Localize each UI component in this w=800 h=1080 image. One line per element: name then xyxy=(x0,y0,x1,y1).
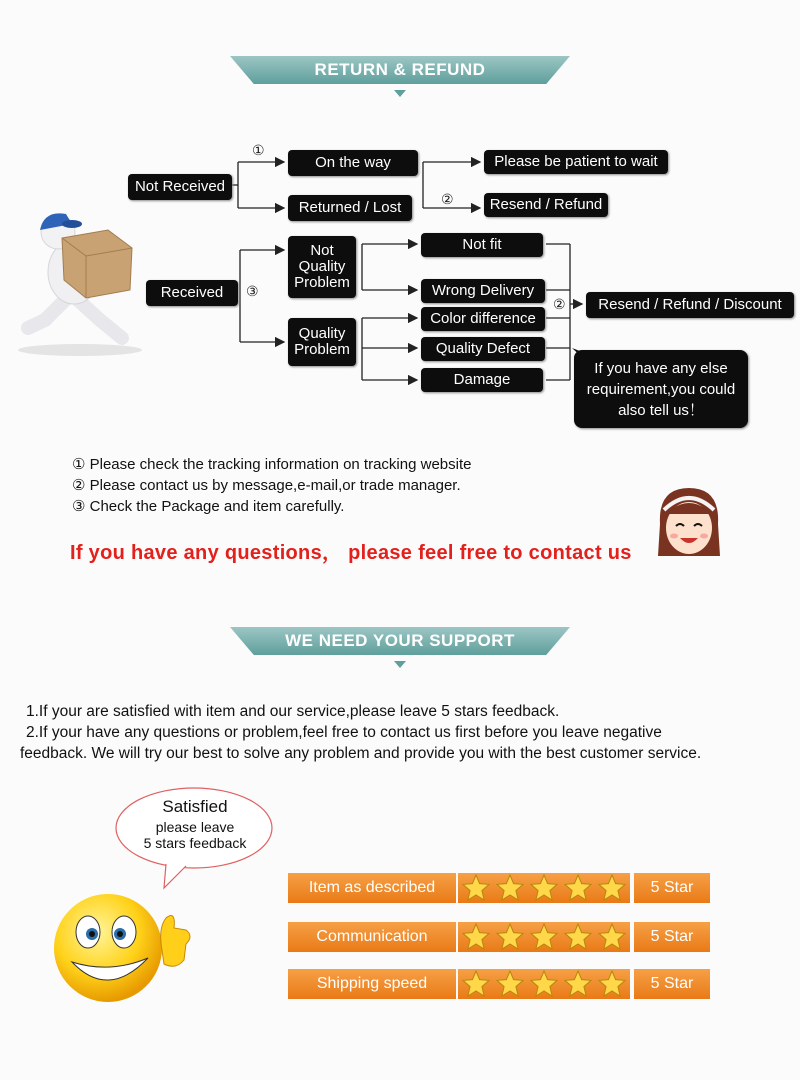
star-icon xyxy=(530,923,558,951)
step-one-mark: ① xyxy=(252,142,265,158)
node-damage: Damage xyxy=(421,368,543,392)
node-received: Received xyxy=(146,280,238,306)
step-three-mark: ③ xyxy=(246,283,259,299)
node-returned-lost: Returned / Lost xyxy=(288,195,412,221)
star-icon xyxy=(530,874,558,902)
star-icon xyxy=(462,970,490,998)
star-icon xyxy=(496,874,524,902)
rating-value: 5 Star xyxy=(634,969,710,999)
star-icon xyxy=(462,923,490,951)
node-resend-refund-discount: Resend / Refund / Discount xyxy=(586,292,794,318)
star-icon xyxy=(530,970,558,998)
star-icon xyxy=(564,923,592,951)
banner-title: WE NEED YOUR SUPPORT xyxy=(285,631,515,650)
bubble-title: Satisfied xyxy=(162,797,228,816)
step-two-mark-right: ② xyxy=(553,296,566,312)
support-line-2: 2.If your have any questions or problem,feel free to contact us first before you leave negative xyxy=(26,724,662,741)
bubble-line-2: 5 stars feedback xyxy=(143,835,247,851)
rating-stars xyxy=(458,873,630,903)
star-icon xyxy=(462,874,490,902)
rating-label: Shipping speed xyxy=(288,969,456,999)
star-icon xyxy=(496,923,524,951)
rating-label: Communication xyxy=(288,922,456,952)
node-not-fit: Not fit xyxy=(421,233,543,257)
star-icon xyxy=(564,970,592,998)
node-resend-refund: Resend / Refund xyxy=(484,193,608,217)
contact-us-line: If you have any questions， please feel free to contact us xyxy=(70,542,632,564)
note-tracking: ① Please check the tracking information on tracking website xyxy=(72,456,472,473)
support-banner xyxy=(230,627,570,655)
star-icon xyxy=(598,923,626,951)
node-on-the-way: On the way xyxy=(288,150,418,176)
star-icon xyxy=(564,874,592,902)
star-icon xyxy=(598,970,626,998)
rating-value: 5 Star xyxy=(634,873,710,903)
banner-down-arrow-icon xyxy=(394,661,406,668)
smiley-thumbs-up-icon xyxy=(50,888,200,1008)
note-contact: ② Please contact us by message,e-mail,or trade manager. xyxy=(72,477,461,494)
support-line-1: 1.If your are satisfied with item and our service,please leave 5 stars feedback. xyxy=(26,703,560,720)
rating-stars xyxy=(458,922,630,952)
callout-bubble: If you have any else requirement,you could also tell us！ xyxy=(574,350,748,428)
node-be-patient: Please be patient to wait xyxy=(484,150,668,174)
node-not-quality-problem: Not Quality Problem xyxy=(288,236,356,298)
customer-service-avatar xyxy=(652,484,726,564)
delivery-man-illustration xyxy=(10,200,150,360)
node-quality-problem: Quality Problem xyxy=(288,318,356,366)
star-icon xyxy=(598,874,626,902)
node-quality-defect: Quality Defect xyxy=(421,337,545,361)
star-icon xyxy=(496,970,524,998)
rating-stars xyxy=(458,969,630,999)
node-color-difference: Color difference xyxy=(421,307,545,331)
note-check-package: ③ Check the Package and item carefully. xyxy=(72,498,345,515)
bubble-line-1: please leave xyxy=(155,819,235,835)
node-not-received: Not Received xyxy=(128,174,232,200)
rating-label: Item as described xyxy=(288,873,456,903)
support-line-3: feedback. We will try our best to solve any problem and provide you with the best customer service. xyxy=(20,745,702,762)
rating-value: 5 Star xyxy=(634,922,710,952)
node-wrong-delivery: Wrong Delivery xyxy=(421,279,545,303)
step-two-mark: ② xyxy=(441,191,454,207)
banner-title: RETURN & REFUND xyxy=(314,60,486,79)
